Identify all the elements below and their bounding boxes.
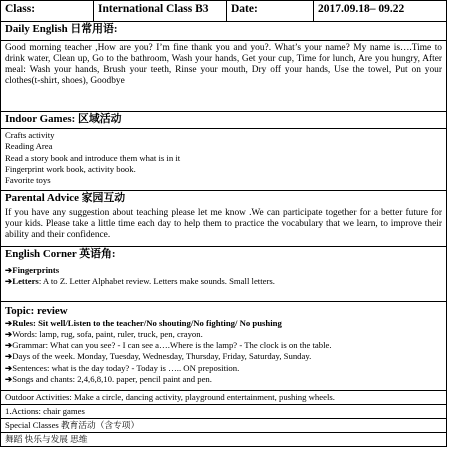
indoor-item: Reading Area — [5, 141, 53, 152]
dance-row: 舞蹈 快乐与发展 思维 — [5, 434, 88, 444]
class-label: Class: — [1, 1, 94, 21]
indoor-item: Favorite toys — [5, 175, 51, 186]
arrow-icon: ➔ — [5, 351, 13, 362]
topic-rules-text: Rules: Sit well/Listen to the teacher/No shouting/No fighting/ No pushing — [12, 317, 282, 328]
outdoor-activities: Outdoor Activities: Make a circle, dancing activity, playground entertainment, pushing wheels. — [1, 391, 446, 405]
fingerprints-label: Fingerprints — [12, 265, 60, 275]
english-corner-item — [5, 276, 442, 287]
arrow-icon: ➔ — [5, 362, 13, 373]
arrow-icon: ➔ — [5, 317, 13, 328]
date-label: Date: — [227, 1, 314, 21]
daily-english-title: Daily English 日常用语: — [1, 22, 446, 41]
letters-text: : A to Z. Letter Alphabet review. Letters make sounds. Small letters. — [38, 276, 275, 287]
daily-english-text: Good morning teacher ,How are you? I’m fine thank you and you?. What’s your name? My name is….Time to drink water, Clean up, Go to the bathroom, Wash your hands, Get your cup, Time for lunch, Are you hungry, After meal: Wash your hands, Brush your teeth, Rinse your mouth, Dry off your hands, Use the towel, Put on your clothes(t-shirt, shoes), Goodbye — [1, 41, 446, 112]
topic-line-text: Sentences: what is the day today? - Today is ….. ON preposition. — [12, 362, 240, 373]
indoor-games-list — [1, 129, 446, 191]
topic-line-text: Grammar: What can you see? - I can see a….Where is the lamp? - The clock is on the table. — [12, 340, 332, 351]
topic-title: Topic: review — [5, 305, 68, 317]
topic-line — [5, 374, 442, 385]
class-value: International Class B3 — [94, 1, 227, 21]
header-row — [1, 1, 446, 22]
topic-line — [5, 329, 442, 340]
letters-label: Letters — [12, 276, 39, 287]
date-value: 2017.09.18– 09.22 — [318, 3, 405, 15]
topic-line — [5, 363, 442, 374]
indoor-item: Read a story book and introduce them what is in it — [5, 152, 181, 163]
parental-advice-title: Parental Advice 家园互动 — [5, 192, 126, 204]
english-corner-title: English Corner 英语角: — [5, 248, 116, 260]
arrow-icon: ➔ — [5, 340, 13, 351]
indoor-games-title: Indoor Games: 区域活动 — [1, 112, 446, 129]
indoor-item: Fingerprint work book, activity book. — [5, 163, 136, 174]
special-classes: Special Classes 教育活动（含专项） — [1, 419, 446, 433]
actions-row: 1.Actions: chair games — [1, 405, 446, 419]
english-corner-item — [5, 265, 442, 276]
indoor-item: Crafts activity — [5, 130, 55, 140]
parental-advice-text: If you have any suggestion about teaching please let me know .We can participate together for a better future for your kids. Please take a little time each day to help them to practice the vocabulary that we learn, to improve their ability and their confidence. — [1, 207, 446, 247]
topic-block — [1, 302, 446, 391]
topic-line-text: Days of the week. Monday, Tuesday, Wednesday, Thursday, Friday, Saturday, Sunday. — [12, 351, 312, 362]
arrow-icon: ➔ — [5, 265, 13, 275]
topic-rules — [5, 318, 442, 329]
english-corner-list — [1, 264, 446, 302]
arrow-icon: ➔ — [5, 276, 13, 287]
topic-line — [5, 351, 442, 362]
arrow-icon: ➔ — [5, 374, 13, 385]
topic-line-text: Words: lamp, rug, sofa, paint, ruler, truck, pen, crayon. — [12, 328, 203, 339]
arrow-icon: ➔ — [5, 328, 13, 339]
topic-line — [5, 340, 442, 351]
topic-line-text: Songs and chants: 2,4,6,8,10. paper, pencil paint and pen. — [12, 374, 212, 385]
